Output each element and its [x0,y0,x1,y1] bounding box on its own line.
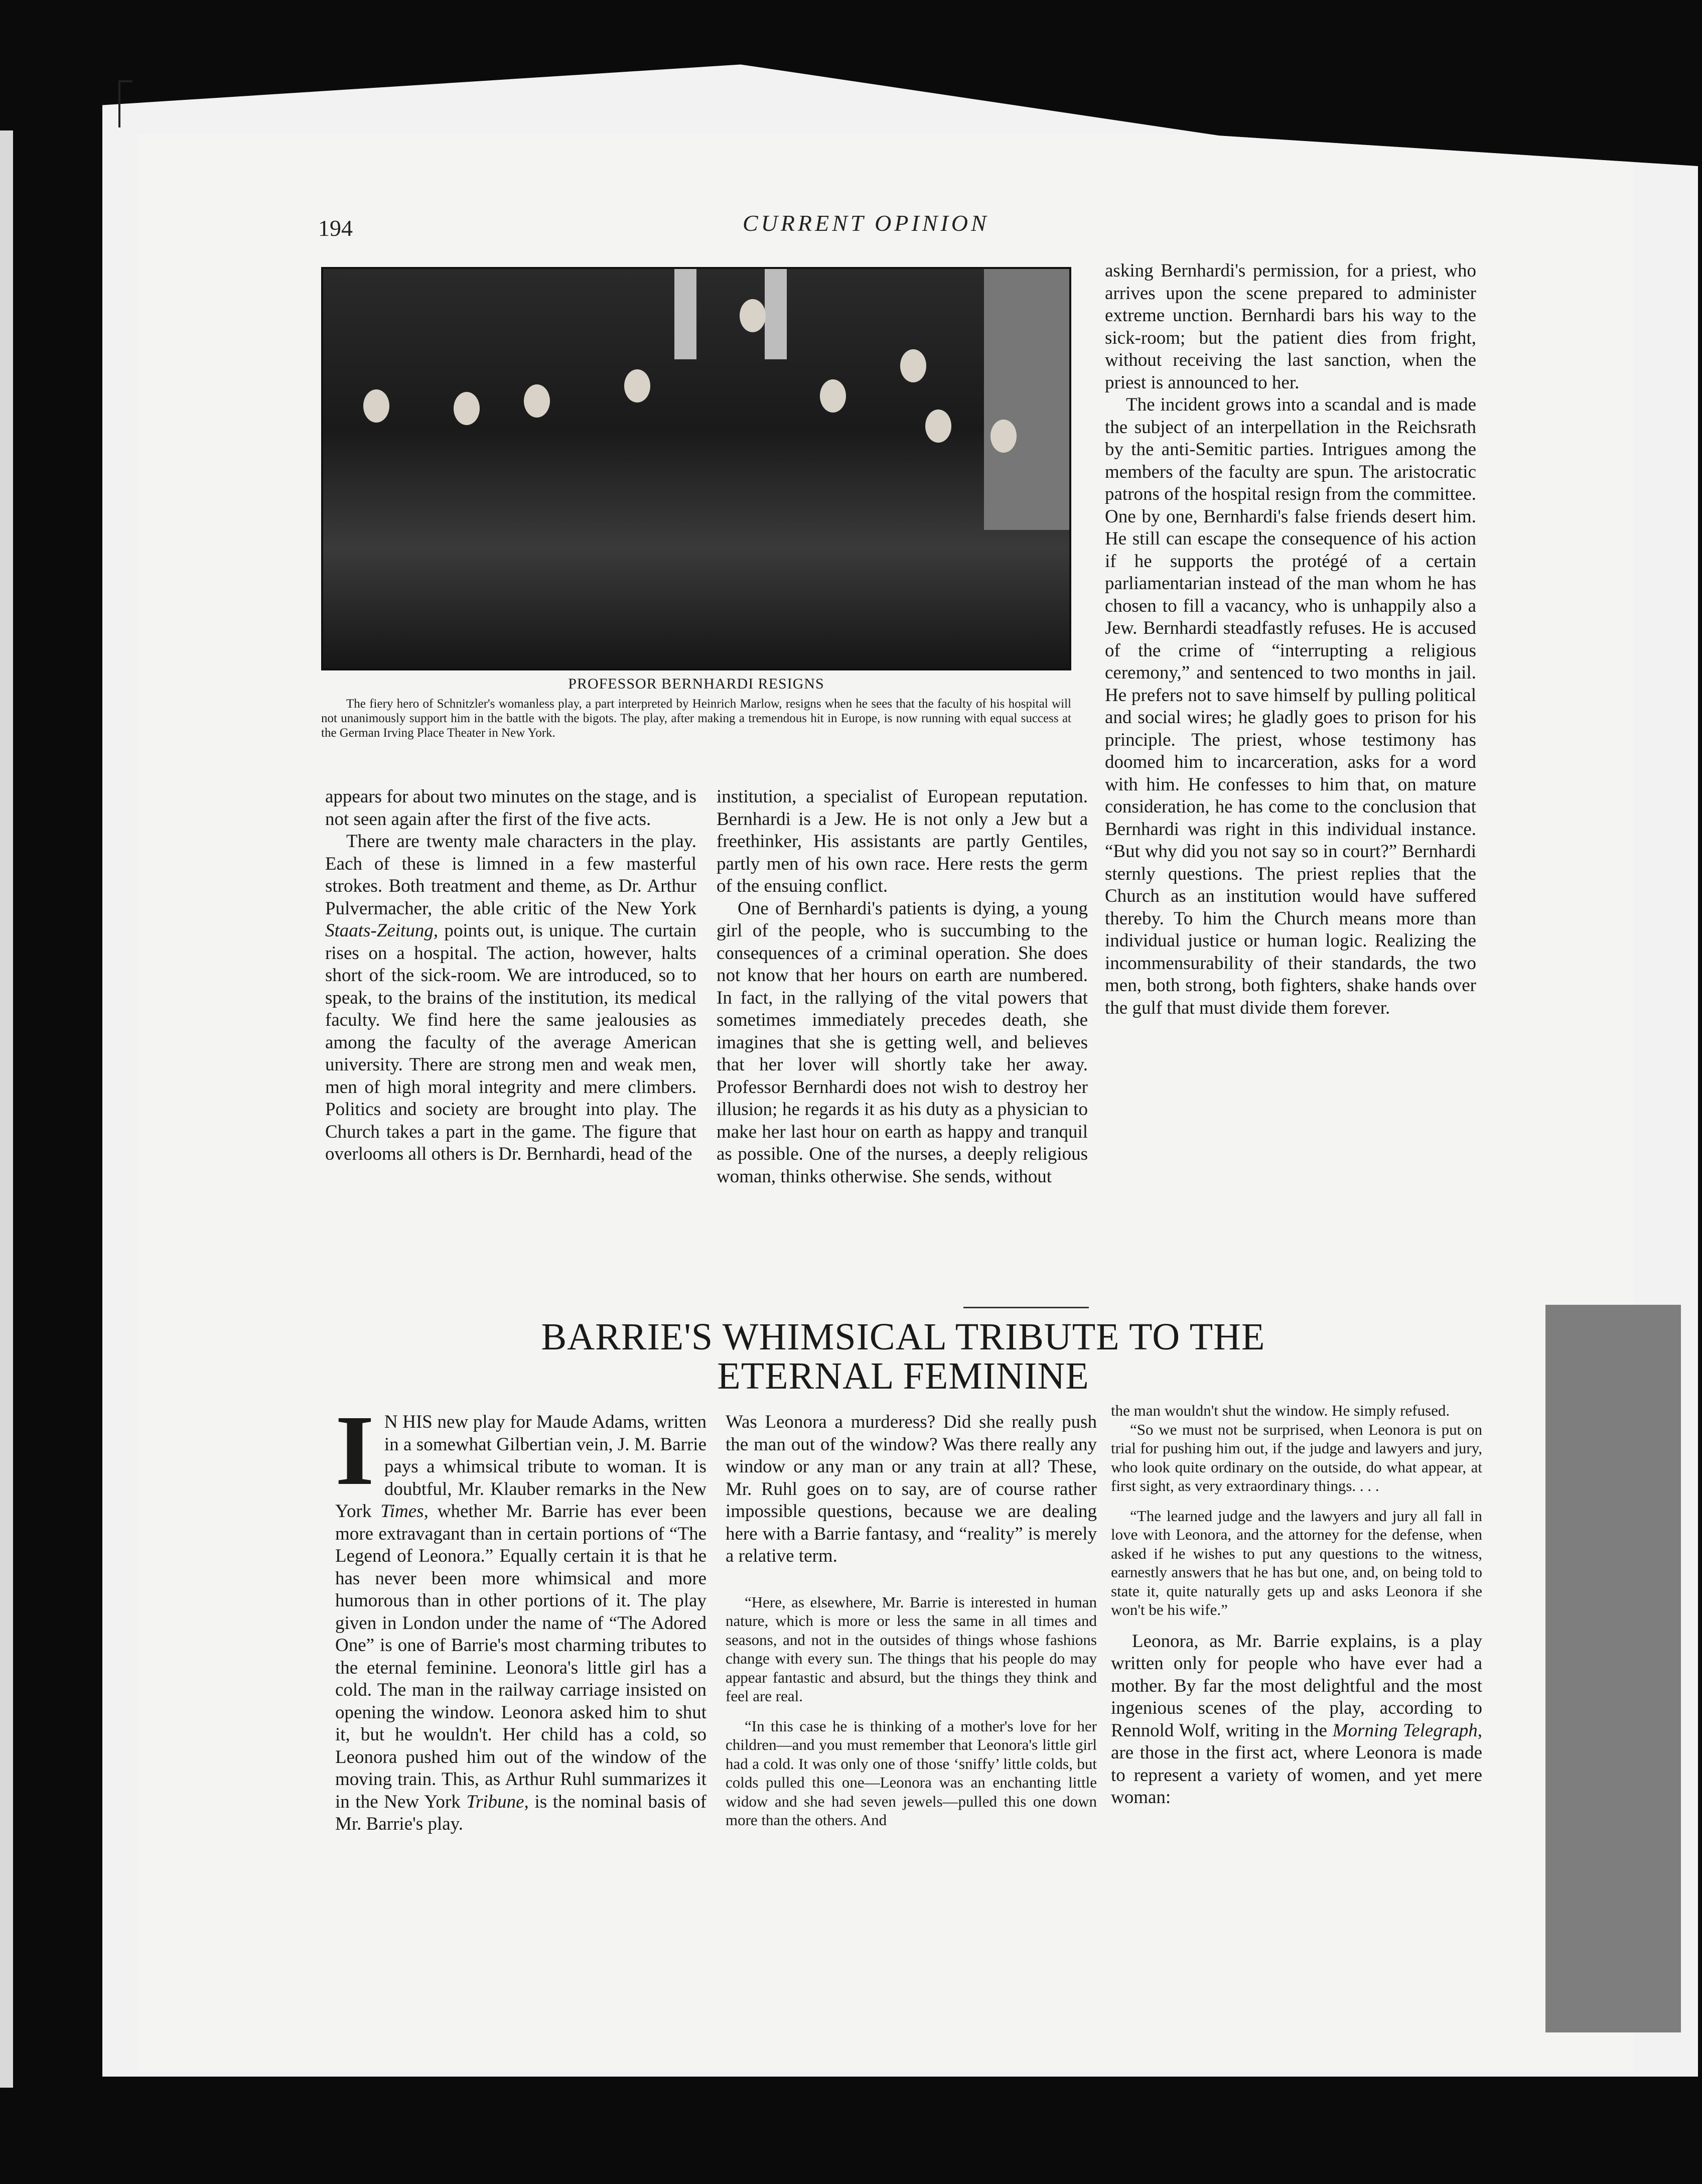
photo-figure [820,379,846,413]
headline-line: ETERNAL FEMININE [717,1355,1089,1397]
block-quote: “In this case he is thinking of a mother's love for her children—and you must remember that Leonora's little girl had a cold. It was only one of those ‘sniffy’ little colds, but colds pulled this one—Leonora was an enchanting little widow and she had seven jewels—pulled this one down more than the others. And [726,1717,1097,1829]
photo-figure [524,384,550,418]
drop-cap: I [335,1395,374,1506]
paragraph [1111,1630,1482,1809]
publication-name: Morning Telegraph, [1332,1720,1482,1741]
photo-figure [363,389,389,423]
paragraph: One of Bernhardi's patients is dying, a young girl of the people, who is succumbing to the consequences of a criminal operation. She does not know that her hours on earth are numbered. In fact, in the rallying of the vital powers that sometimes immediately precedes death, she imagines that she is getting well, and believes that her lover will shortly take her away. Professor Bernhardi does not wish to destroy her illusion; he regards it as his duty as a physician to make her last hour on earth as happy and tranquil as possible. One of the nurses, a deeply religious woman, thinks otherwise. She sends, without [717,898,1088,1187]
publication-name: Times, [380,1501,429,1522]
page-number: 194 [318,215,353,241]
page-edge-shadow [1545,1305,1681,2032]
photo-window [674,269,696,359]
headline-line: BARRIE'S WHIMSICAL TRIBUTE TO THE [541,1316,1265,1358]
paragraph: Was Leonora a murderess? Did she really push the man out of the window? Was there really any window or any man or any train at all? These, Mr. Ruhl goes on to say, are of course rather impossible questions, because we are dealing here with a Barrie fantasy, and “reality” is merely a relative term. [726,1412,1097,1566]
article2-column-2 [726,1411,1097,1830]
article2-headline [321,1317,1485,1396]
cast-photograph [321,267,1071,670]
article2-column-1 [335,1395,707,1836]
photo-figure [925,410,951,443]
photo-figure [740,299,766,332]
photo-figure [900,349,926,382]
text: N HIS new play for Maude Adams, written in a somewhat Gilbertian vein, J. M. Barrie pays a whimsical tribute to woman. It is doubtful, Mr. Klauber remarks in the New York [335,1412,706,1522]
article2-column-3 [1111,1401,1482,1809]
photo-background [984,269,1069,530]
article1-column-3 [1105,260,1476,1019]
publication-name: Tribune, [466,1791,529,1812]
paragraph: institution, a specialist of European reputation. Bernhardi is a Jew. He is not only a Jew but a freethinker, His assistants are partly Gentiles, partly men of his own race. Here rests the germ of the ensuing conflict. [717,786,1088,896]
paragraph: appears for about two minutes on the stage, and is not seen again after the first of the five acts. [325,786,696,830]
article1-column-2 [717,786,1088,1188]
text: whether Mr. Barrie has ever been more extravagant than in certain portions of “The Legend of Leonora.” Equally certain it is that he has never been more whimsical and more humorous than in other portions of it. The play given in London under the name of “The Adored One” is one of Barrie's most charming tributes to the eternal feminine. Leonora's little girl has a cold. The man in the railway carriage insisted on opening the window. Leonora asked him to shut it, but he wouldn't. Her child has a cold, so Leonora pushed him out of the window of the moving train. This, as Arthur Ruhl summarizes it in the New York [335,1501,707,1812]
photo-figure [624,369,650,402]
paragraph [335,1395,707,1836]
text: is the nominal basis of Mr. Barrie's play. [335,1791,707,1834]
running-header: CURRENT OPINION [743,210,989,236]
publication-name: Staats-Zeitung, [325,920,439,941]
adjacent-page-edge [0,130,13,2088]
paragraph [325,831,696,1166]
photo-figure [454,392,480,425]
crop-corner-mark [118,80,132,127]
paragraph: asking Bernhardi's permission, for a priest, who arrives upon the scene prepared to administer extreme unction. Bernhardi bars his way to the sick-room; but the patient dies from fright, without receiving the last sanction, when the priest is announced to her. [1105,260,1476,393]
block-quote: “The learned judge and the lawyers and jury all fall in love with Leonora, and the attorney for the defense, when asked if he wishes to put any questions to the witness, earnestly answers that he has but one, and, on being told to state it, quite naturally gets up and asks Leonora if she won't be his wife.” [1111,1507,1482,1618]
photo-window [765,269,787,359]
photo-caption: The fiery hero of Schnitzler's womanless play, a part interpreted by Heinrich Marlow, resigns when he sees that the faculty of his hospital will not unanimously support him in the battle with the bigots. The play, after making a tremendous hit in Europe, is now running with equal success at the German Irving Place Theater in New York. [321,697,1071,740]
paragraph: The incident grows into a scandal and is made the subject of an interpellation in the Reichsrath by the anti-Semitic parties. Intrigues among the members of the faculty are spun. The aristocratic patrons of the hospital resign from the committee. One by one, Bernhardi's false friends desert him. He still can escape the consequence of his action if he supports the protégé of a certain parliamentarian instead of the man whom he has chosen to fill a vacancy, who is unhappily also a Jew. Bernhardi steadfastly refuses. He is accused of the crime of “interrupting a religious ceremony,” and sentenced to two months in jail. He prefers not to save himself by pulling political and social wires; he gladly goes to prison for his principle. The priest, whose testimony has doomed him to incarceration, asks for a word with him. He confesses to him that, on mature consideration, he has come to the conclusion that Bernhardi was right in this individual instance. “But why did you not say so in court?” Bernhardi sternly questions. The priest replies that the Church as an institution would have suffered thereby. To him the Church means more than individual justice or human logic. Realizing the incommensurability of their standards, the two men, both strong, both fighters, shake hands over the gulf that must divide them forever. [1105,394,1476,1018]
block-quote: the man wouldn't shut the window. He simply refused. [1111,1402,1450,1419]
photo-figure [990,420,1017,453]
text: are those in the first act, where Leonora is made to represent a variety of women, and yet mere woman: [1111,1742,1482,1808]
photo-caption-title: PROFESSOR BERNHARDI RESIGNS [568,675,824,692]
text: There are twenty male characters in the play. Each of these is limned in a few masterful strokes. Both treatment and theme, as Dr. Arthur Pulvermacher, the able critic of the New York [325,831,696,919]
article1-column-1 [325,786,696,1166]
block-quote: “So we must not be surprised, when Leonora is put on trial for pushing him out, if the judge and lawyers and jury, who look quite ordinary on the outside, do what appear, at first sight, as very extraordinary things. . . . [1111,1420,1482,1494]
block-quote: “Here, as elsewhere, Mr. Barrie is interested in human nature, which is more or less the same in all times and seasons, and not in the outsides of things whose fashions change with every sun. The things that his people do may appear fantastic and absurd, but the things they think and feel are real. [726,1593,1097,1705]
text: Leonora, as Mr. Barrie explains, is a play written only for people who have ever had a mother. By far the most delightful and the most ingenious scenes of the play, according to Rennold Wolf, writing in the [1111,1630,1482,1741]
section-divider [963,1307,1089,1308]
text: points out, is unique. The curtain rises on a hospital. The action, however, halts short of the sick-room. We are introduced, so to speak, to the brains of the institution, its medical faculty. We find here the same jealousies as among the faculty of the average American university. There are strong men and weak men, men of high moral integrity and mere climbers. Politics and society are brought into play. The Church takes a part in the game. The figure that overlooms all others is Dr. Bernhardi, head of the [325,920,697,1164]
